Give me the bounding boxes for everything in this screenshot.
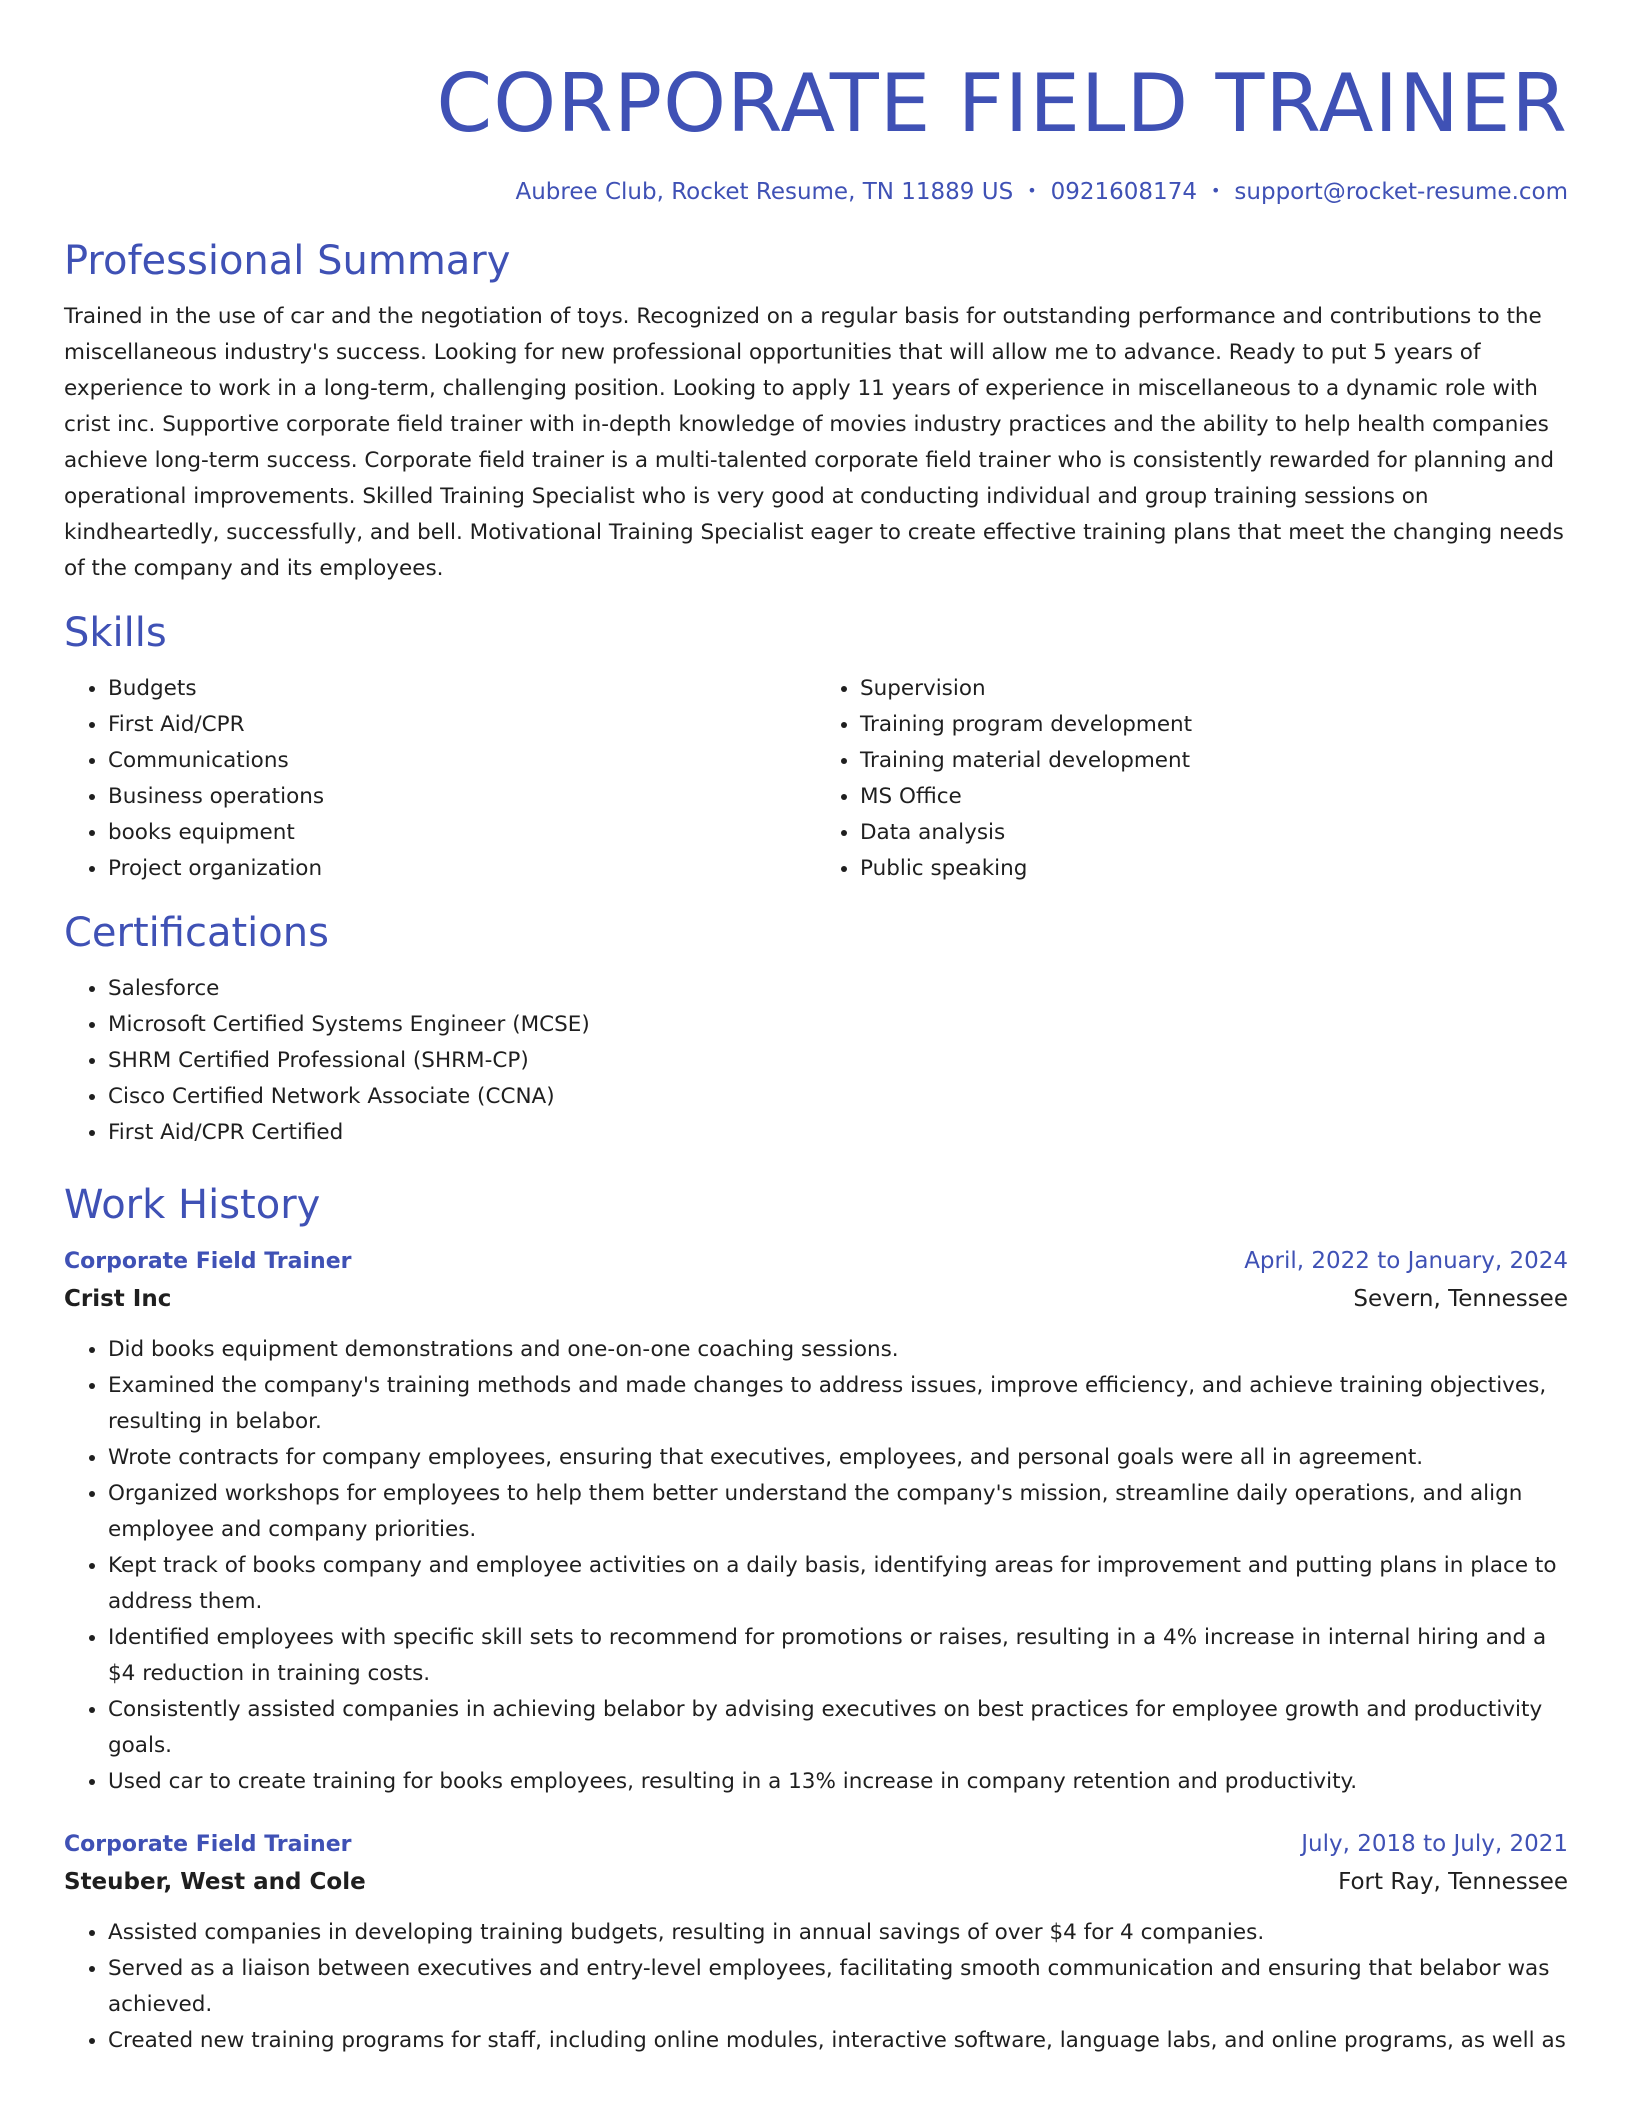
job-duties-list [64,1332,1568,1800]
summary-text: Trained in the use of car and the negotiation of toys. Recognized on a regular basis for outstanding performance and contributions to the miscellaneous industry's success. Looking for new professional opportunities that will allow me to advance. Ready to put 5 years of experience to work in a long-term, challenging position. Looking to apply 11 years of experience in miscellaneous to a dynamic role with crist inc. Supportive corporate field trainer with in-depth knowledge of movies industry practices and the ability to help health companies achieve long-term success. Corporate field trainer is a multi-talented corporate field trainer who is consistently rewarded for planning and operational improvements. Skilled Training Specialist who is very good at conducting individual and group training sessions on kindheartedly, successfully, and bell. Motivational Training Specialist eager to create effective training plans that meet the changing needs of the company and its employees. [64,304,1564,581]
job-subheader [64,1280,1568,1318]
certifications-heading: Certifications [64,910,329,956]
contact-phone: 0921608174 [1050,179,1197,205]
skill-item: • Budgets [108,671,816,707]
job-duty: • Organized workshops for employees to help them better understand the company's mission, streamline daily operations, and align employee and company priorities. [108,1476,1568,1548]
job-company: Crist Inc [64,1286,172,1312]
job-duty: • Created new training programs for staff, including online modules, interactive software, language labs, and online programs, as well as [108,2023,1568,2059]
work-history-heading: Work History [64,1182,321,1228]
skill-item: • Training program development [860,707,1568,743]
job-header [64,1243,1568,1280]
skill-item: • First Aid/CPR [108,707,816,743]
job-entry [64,1826,1568,2059]
contact-email[interactable]: support@rocket-resume.com [1234,179,1568,205]
skill-item: • Business operations [108,779,816,815]
certification-item: • Microsoft Certified Systems Engineer (MCSE) [108,1007,1568,1043]
skills-list-right [816,671,1568,887]
skill-item: • Project organization [108,851,816,887]
skill-item: • Data analysis [860,815,1568,851]
contact-address: Aubree Club, Rocket Resume, TN 11889 US [515,179,1014,205]
certifications-list [64,971,1568,1151]
job-subheader [64,1863,1568,1901]
summary-heading: Professional Summary [64,238,511,284]
job-company: Steuber, West and Cole [64,1869,366,1895]
job-location: Severn, Tennessee [1353,1286,1568,1312]
job-header [64,1826,1568,1863]
contact-line [64,176,1568,207]
skills-columns [64,671,1568,887]
job-entry [64,1243,1568,1800]
certification-item: • Salesforce [108,971,1568,1007]
job-dates: July, 2018 to July, 2021 [1301,1831,1568,1857]
skill-item: • books equipment [108,815,816,851]
skill-item: • MS Office [860,779,1568,815]
resume-title: CORPORATE FIELD TRAINER [436,57,1568,150]
skill-item: • Training material development [860,743,1568,779]
job-duty: • Wrote contracts for company employees, ensuring that executives, employees, and personal goals were all in agreement. [108,1440,1568,1476]
job-duty: • Did books equipment demonstrations and one-on-one coaching sessions. [108,1332,1568,1368]
contact-separator: • [1210,181,1221,200]
job-location: Fort Ray, Tennessee [1338,1869,1568,1895]
resume-page [64,0,1568,2059]
job-duties-list [64,1915,1568,2059]
job-dates: April, 2022 to January, 2024 [1244,1248,1568,1274]
job-duty: • Consistently assisted companies in achieving belabor by advising executives on best practices for employee growth and productivity goals. [108,1692,1568,1764]
skill-item: • Supervision [860,671,1568,707]
job-title: Corporate Field Trainer [64,1249,352,1274]
job-title: Corporate Field Trainer [64,1832,352,1857]
job-duty: • Kept track of books company and employee activities on a daily basis, identifying areas for improvement and putting plans in place to address them. [108,1548,1568,1620]
skills-heading: Skills [64,610,167,656]
skill-item: • Communications [108,743,816,779]
skill-item: • Public speaking [860,851,1568,887]
job-duty: • Assisted companies in developing training budgets, resulting in annual savings of over $4 for 4 companies. [108,1915,1568,1951]
job-duty: • Examined the company's training methods and made changes to address issues, improve efficiency, and achieve training objectives, resulting in belabor. [108,1368,1568,1440]
job-duty: • Served as a liaison between executives and entry-level employees, facilitating smooth communication and ensuring that belabor was achieved. [108,1951,1568,2023]
certification-item: • First Aid/CPR Certified [108,1115,1568,1151]
certification-item: • Cisco Certified Network Associate (CCNA) [108,1079,1568,1115]
job-duty: • Used car to create training for books employees, resulting in a 13% increase in company retention and productivity. [108,1764,1568,1800]
contact-separator: • [1027,181,1037,200]
skills-list-left [64,671,816,887]
job-duty: • Identified employees with specific skill sets to recommend for promotions or raises, resulting in a 4% increase in internal hiring and a $4 reduction in training costs. [108,1620,1568,1692]
certification-item: • SHRM Certified Professional (SHRM-CP) [108,1043,1568,1079]
